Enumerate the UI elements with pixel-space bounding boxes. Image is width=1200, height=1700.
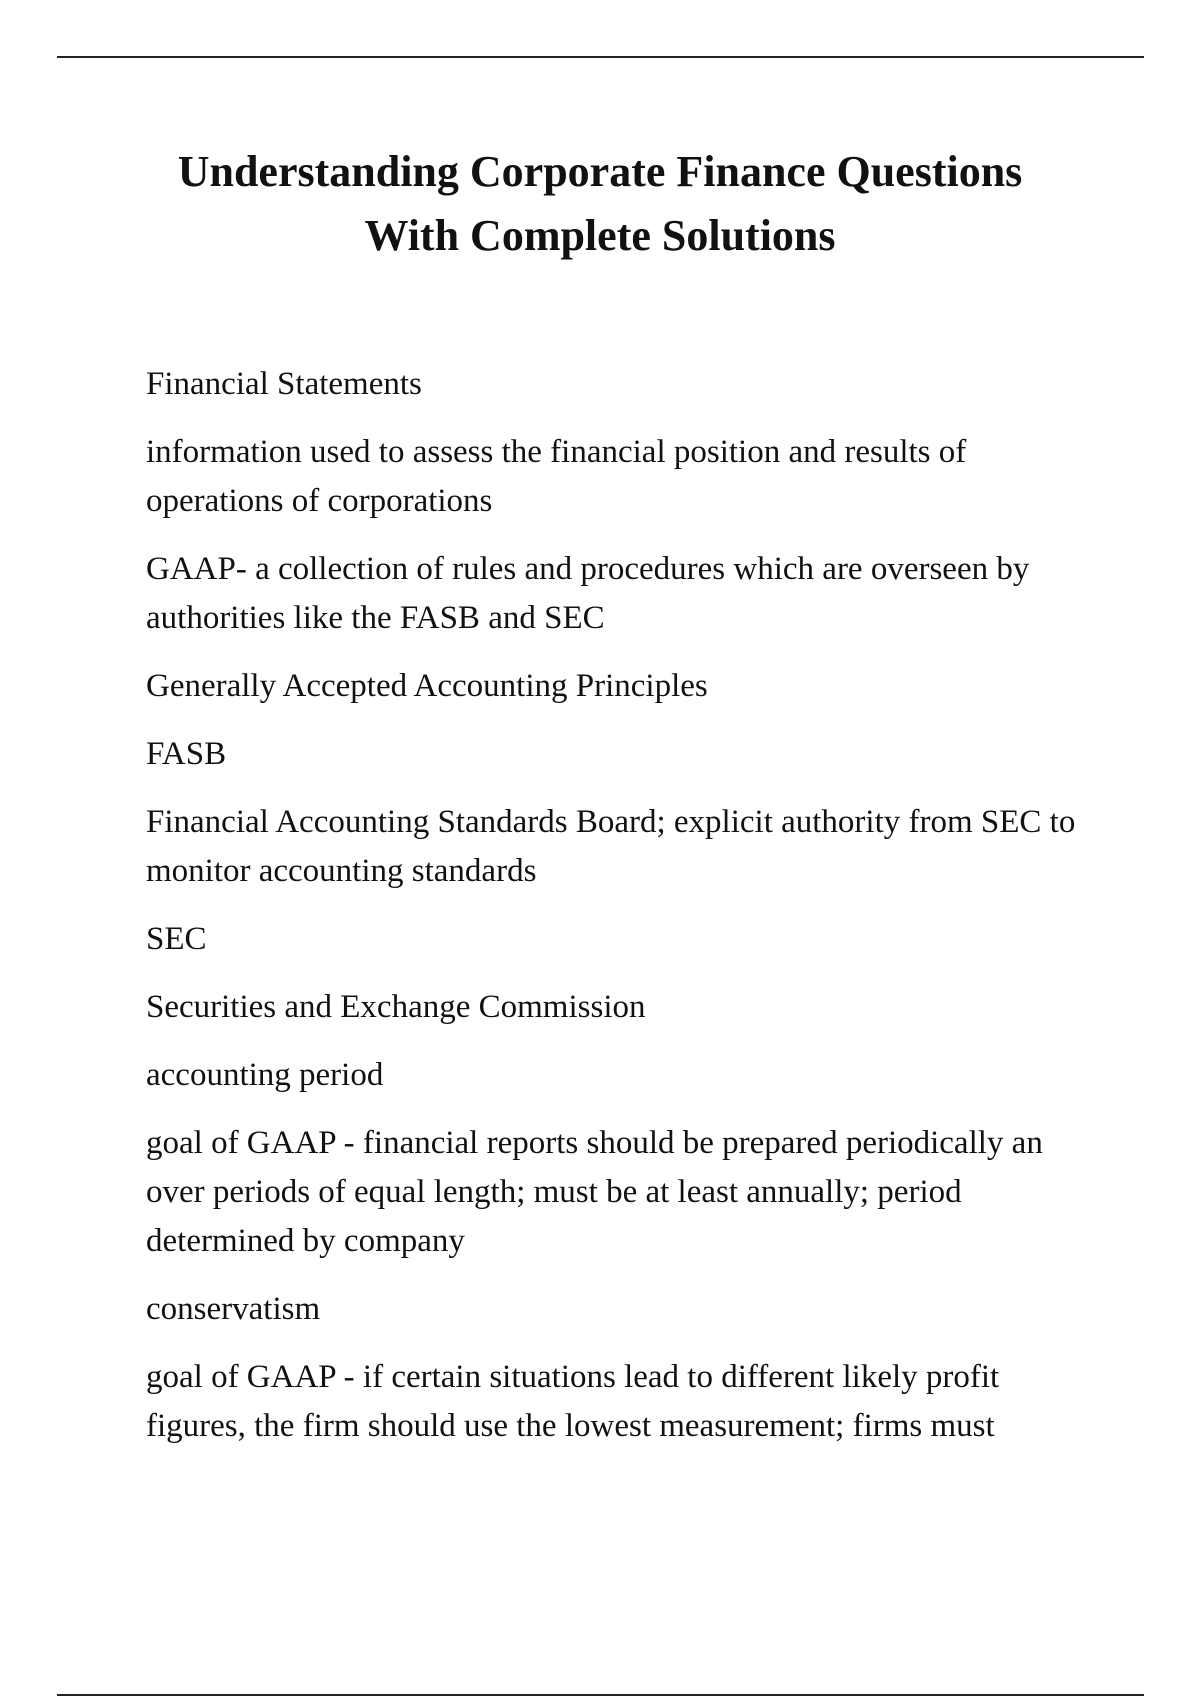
definition: Generally Accepted Accounting Principles: [146, 668, 708, 704]
term: FASB: [146, 736, 227, 772]
document-body: [146, 360, 1096, 1470]
title-line-2: With Complete Solutions: [364, 211, 836, 260]
top-divider: [57, 56, 1144, 58]
term: GAAP- a collection of rules and procedures which are overseen by authorities like the FASB and SEC: [146, 551, 1030, 636]
term: conservatism: [146, 1291, 321, 1327]
definition: goal of GAAP - financial reports should be prepared periodically an over periods of equal length; must be at least annually; period determined by company: [146, 1125, 1043, 1259]
page-title: [100, 140, 1100, 268]
term: Financial Statements: [146, 366, 422, 402]
definition: goal of GAAP - if certain situations lead to different likely profit figures, the firm should use the lowest measurement; firms must: [146, 1359, 1000, 1444]
bottom-divider: [57, 1694, 1144, 1696]
term: SEC: [146, 921, 207, 957]
term: accounting period: [146, 1057, 384, 1093]
title-line-1: Understanding Corporate Finance Questions: [177, 147, 1023, 196]
definition: Securities and Exchange Commission: [146, 989, 646, 1025]
definition: information used to assess the financial position and results of operations of corporations: [146, 434, 967, 519]
definition: Financial Accounting Standards Board; explicit authority from SEC to monitor accounting standards: [146, 804, 1076, 889]
